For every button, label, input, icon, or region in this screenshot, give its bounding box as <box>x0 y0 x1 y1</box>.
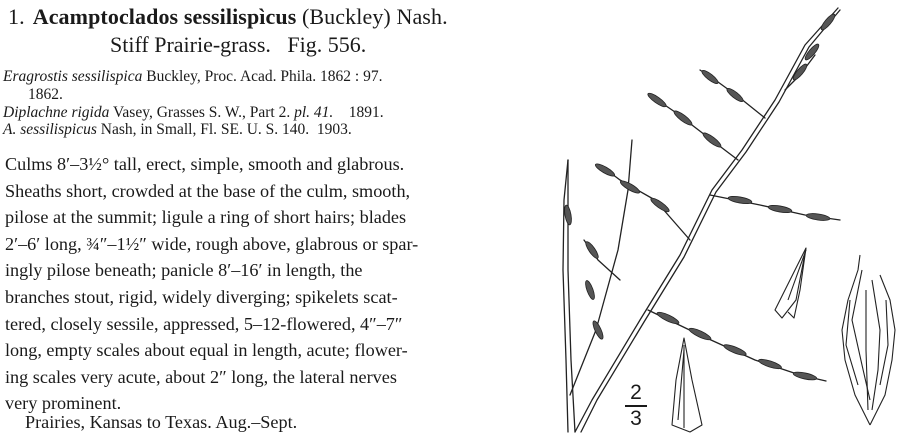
spikelet <box>584 280 596 301</box>
description-line: branches stout, rigid, widely diverging; spikelets scat- <box>5 286 398 307</box>
distribution-and-season: Prairies, Kansas to Texas. Aug.–Sept. <box>25 412 298 432</box>
description-line: tered, closely sessile, appressed, 5–12-flowered, 4″–7″ <box>5 313 403 334</box>
synonym-citation: Vasey, Grasses S. W., Part 2. <box>112 104 291 121</box>
scale-numerator: 2 <box>630 381 642 404</box>
spikelet <box>656 310 680 326</box>
description-line: Culms 8′–3½° tall, erect, simple, smooth and glabrous. <box>5 154 405 174</box>
synonym-name: Diplachne rigida <box>3 104 110 121</box>
spikelet <box>700 68 719 85</box>
spikelet <box>584 240 600 260</box>
figure-reference: Fig. 556. <box>287 32 367 57</box>
scale-denominator: 3 <box>630 407 642 430</box>
spikelet <box>672 109 693 127</box>
spikelet <box>563 205 572 226</box>
spikelet <box>649 196 670 214</box>
flowering-scale-nerve <box>678 350 684 420</box>
synonym-citation: Buckley, Proc. Acad. Phila. <box>146 68 317 85</box>
spikelet <box>758 357 783 370</box>
common-name-line <box>110 32 366 58</box>
spikelet <box>806 212 831 221</box>
spikelet <box>723 343 748 358</box>
synonym-2 <box>3 104 384 122</box>
species-name: Acamptoclados sessilispìcus <box>32 4 297 29</box>
grass-illustration <box>555 0 900 439</box>
synonym-1-continuation: 1862. <box>28 86 63 103</box>
spikelet <box>646 91 667 109</box>
spikelet <box>793 371 818 382</box>
description-line: Sheaths short, crowded at the base of the culm, smooth, <box>5 180 411 201</box>
spikelet-detail <box>870 275 895 425</box>
spikelet <box>725 86 744 103</box>
description-line: pilose at the summit; ligule a ring of short hairs; blades <box>5 207 407 228</box>
spikelet <box>619 179 641 195</box>
synonym-1 <box>3 68 382 86</box>
spikelet <box>768 204 793 214</box>
flowering-scale-detail <box>672 338 702 432</box>
synonym-year: 1891. <box>348 104 384 121</box>
common-name: Stiff Prairie-grass. <box>110 32 271 57</box>
spikelet <box>819 12 836 31</box>
synonym-plate: pl. 41. <box>294 104 334 121</box>
synonym-name: Eragrostis sessilispica <box>3 68 143 85</box>
spikelet <box>701 131 722 149</box>
synonym-name: A. sessilispicus <box>3 121 97 138</box>
leaf-blade <box>563 160 568 432</box>
spikelet <box>688 326 712 342</box>
synonym-year: 1903. <box>316 121 352 138</box>
description-line: 2′–6′ long, ¾″–1½″ wide, rough above, glabrous or spar- <box>5 233 419 254</box>
spikelet <box>728 195 753 205</box>
spikelet-detail-scale <box>866 290 868 410</box>
synonym-3 <box>3 121 352 139</box>
spikelet <box>594 162 616 178</box>
species-number: 1. <box>8 4 25 29</box>
synonym-year: 1862 : 97. <box>320 68 383 85</box>
species-heading <box>8 4 448 30</box>
spikelet-detail-scale <box>872 280 880 410</box>
description-line: ing scales very acute, about 2″ long, the lateral nerves <box>5 366 397 387</box>
description-line: long, empty scales about equal in length, acute; flower- <box>5 340 408 361</box>
synonym-citation: Nash, in Small, Fl. SE. U. S. 140. <box>100 121 310 138</box>
species-authority: (Buckley) Nash. <box>301 4 448 29</box>
description-line: ingly pilose beneath; panicle 8′–16′ in length, the <box>5 260 363 281</box>
spikelet-detail-scale <box>880 300 888 385</box>
spikelet-detail-scale <box>846 300 858 385</box>
figure-scale <box>625 382 647 430</box>
description-line: very prominent. <box>5 393 122 414</box>
species-description <box>5 151 565 417</box>
